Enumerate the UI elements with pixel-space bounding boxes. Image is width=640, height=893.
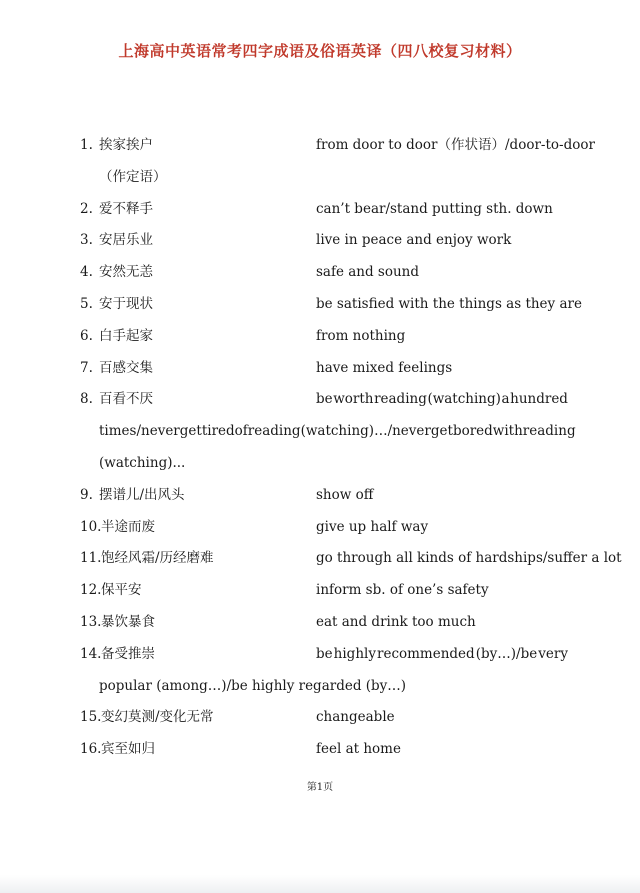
chinese-idiom: 备受推崇 bbox=[101, 645, 155, 662]
word: reading bbox=[374, 391, 427, 408]
continuation-text: （作定语） bbox=[99, 168, 167, 185]
item-number: 2. bbox=[80, 200, 93, 217]
english-translation: live in peace and enjoy work bbox=[316, 232, 512, 249]
chinese-idiom: 保平安 bbox=[101, 582, 142, 599]
english-translation: can’t bear/stand putting sth. down bbox=[316, 200, 553, 217]
english-translation: give up half way bbox=[316, 518, 429, 535]
word: times/never bbox=[99, 423, 180, 440]
english-translation: go through all kinds of hardships/suffer a lot bbox=[316, 550, 622, 567]
word: get bbox=[430, 423, 453, 440]
chinese-idiom: 挨家挨户 bbox=[99, 137, 153, 153]
list-item bbox=[0, 326, 640, 358]
item-number: 15. bbox=[80, 709, 102, 726]
word: hundred bbox=[510, 391, 568, 408]
list-item bbox=[0, 517, 640, 549]
word: (by…)/be bbox=[475, 645, 538, 662]
item-number: 7. bbox=[80, 359, 93, 376]
continuation-text bbox=[99, 421, 576, 441]
continuation-text: popular (among…)/be highly regarded (by…) bbox=[99, 677, 407, 694]
item-number: 9. bbox=[80, 486, 93, 503]
word: reading bbox=[247, 423, 301, 440]
list-item bbox=[0, 580, 640, 612]
list-item bbox=[0, 548, 640, 580]
list-item-continuation bbox=[0, 167, 640, 199]
english-translation bbox=[316, 389, 568, 409]
english-translation: feel at home bbox=[316, 741, 401, 758]
word: very bbox=[538, 645, 568, 662]
continuation-text: (watching)... bbox=[99, 454, 186, 471]
chinese-idiom: 安于现状 bbox=[99, 295, 153, 312]
word: tired bbox=[201, 423, 235, 440]
word: be bbox=[316, 645, 333, 662]
english-translation: from nothing bbox=[316, 327, 406, 344]
chinese-idiom: 安然无恙 bbox=[99, 264, 153, 281]
chinese-idiom: 百感交集 bbox=[99, 359, 153, 376]
list-item bbox=[0, 739, 640, 771]
item-number: 13. bbox=[80, 613, 102, 630]
list-item bbox=[0, 135, 640, 167]
chinese-idiom: 白手起家 bbox=[99, 327, 153, 344]
word: with bbox=[492, 423, 523, 440]
word: worth bbox=[333, 391, 374, 408]
word: reading bbox=[522, 423, 576, 440]
word: of bbox=[234, 423, 248, 440]
word: be bbox=[316, 391, 333, 408]
item-number: 4. bbox=[80, 264, 93, 281]
chinese-idiom: 饱经风霜/历经磨难 bbox=[101, 550, 214, 567]
english-translation: changeable bbox=[316, 709, 395, 726]
word: highly bbox=[333, 645, 376, 662]
list-item bbox=[0, 262, 640, 294]
page-bottom-edge bbox=[0, 875, 640, 893]
item-number: 14. bbox=[80, 645, 102, 662]
english-translation: be satisfied with the things as they are bbox=[316, 295, 582, 312]
list-item bbox=[0, 485, 640, 517]
chinese-idiom: 爱不释手 bbox=[99, 200, 153, 217]
item-number: 12. bbox=[80, 582, 102, 599]
english-translation: safe and sound bbox=[316, 264, 420, 281]
english-translation: have mixed feelings bbox=[316, 359, 453, 376]
chinese-idiom: 安居乐业 bbox=[99, 232, 153, 249]
chinese-idiom: 宾至如归 bbox=[101, 741, 155, 758]
chinese-idiom: 暴饮暴食 bbox=[101, 613, 155, 630]
english-translation: eat and drink too much bbox=[316, 613, 476, 630]
english-translation: inform sb. of one’s safety bbox=[316, 582, 489, 599]
english-translation: from door to door（作状语）/door-to-door bbox=[316, 137, 595, 153]
list-item bbox=[0, 707, 640, 739]
chinese-idiom: 百看不厌 bbox=[99, 391, 153, 408]
item-number: 10. bbox=[80, 518, 102, 535]
english-translation bbox=[316, 644, 568, 664]
page-number: 第1页 bbox=[306, 782, 334, 793]
item-number: 16. bbox=[80, 741, 102, 758]
word: (watching) bbox=[300, 423, 375, 440]
word: (watching) bbox=[427, 391, 501, 408]
word: a bbox=[501, 391, 510, 408]
chinese-idiom: 摆谱儿/出风头 bbox=[99, 486, 185, 503]
word: bored bbox=[452, 423, 493, 440]
word: get bbox=[179, 423, 202, 440]
list-item bbox=[0, 294, 640, 326]
chinese-idiom: 变幻莫测/变化无常 bbox=[101, 709, 214, 726]
list-item bbox=[0, 644, 640, 676]
list-item bbox=[0, 230, 640, 262]
list-item-continuation bbox=[0, 421, 640, 453]
item-number: 5. bbox=[80, 295, 93, 312]
chinese-idiom: 半途而废 bbox=[101, 518, 155, 535]
word: recommended bbox=[377, 645, 475, 662]
list-item bbox=[0, 358, 640, 390]
word: …/never bbox=[374, 423, 431, 440]
item-number: 6. bbox=[80, 327, 93, 344]
list-item bbox=[0, 612, 640, 644]
item-number: 8. bbox=[80, 391, 93, 408]
list-item bbox=[0, 389, 640, 421]
idiom-list bbox=[0, 135, 640, 771]
item-number: 1. bbox=[80, 137, 93, 153]
item-number: 11. bbox=[80, 550, 102, 567]
list-item-continuation bbox=[0, 676, 640, 708]
list-item bbox=[0, 199, 640, 231]
list-item-continuation bbox=[0, 453, 640, 485]
item-number: 3. bbox=[80, 232, 93, 249]
document-title: 上海高中英语常考四字成语及俗语英译（四八校复习材料） bbox=[118, 42, 522, 60]
english-translation: show off bbox=[316, 486, 374, 503]
